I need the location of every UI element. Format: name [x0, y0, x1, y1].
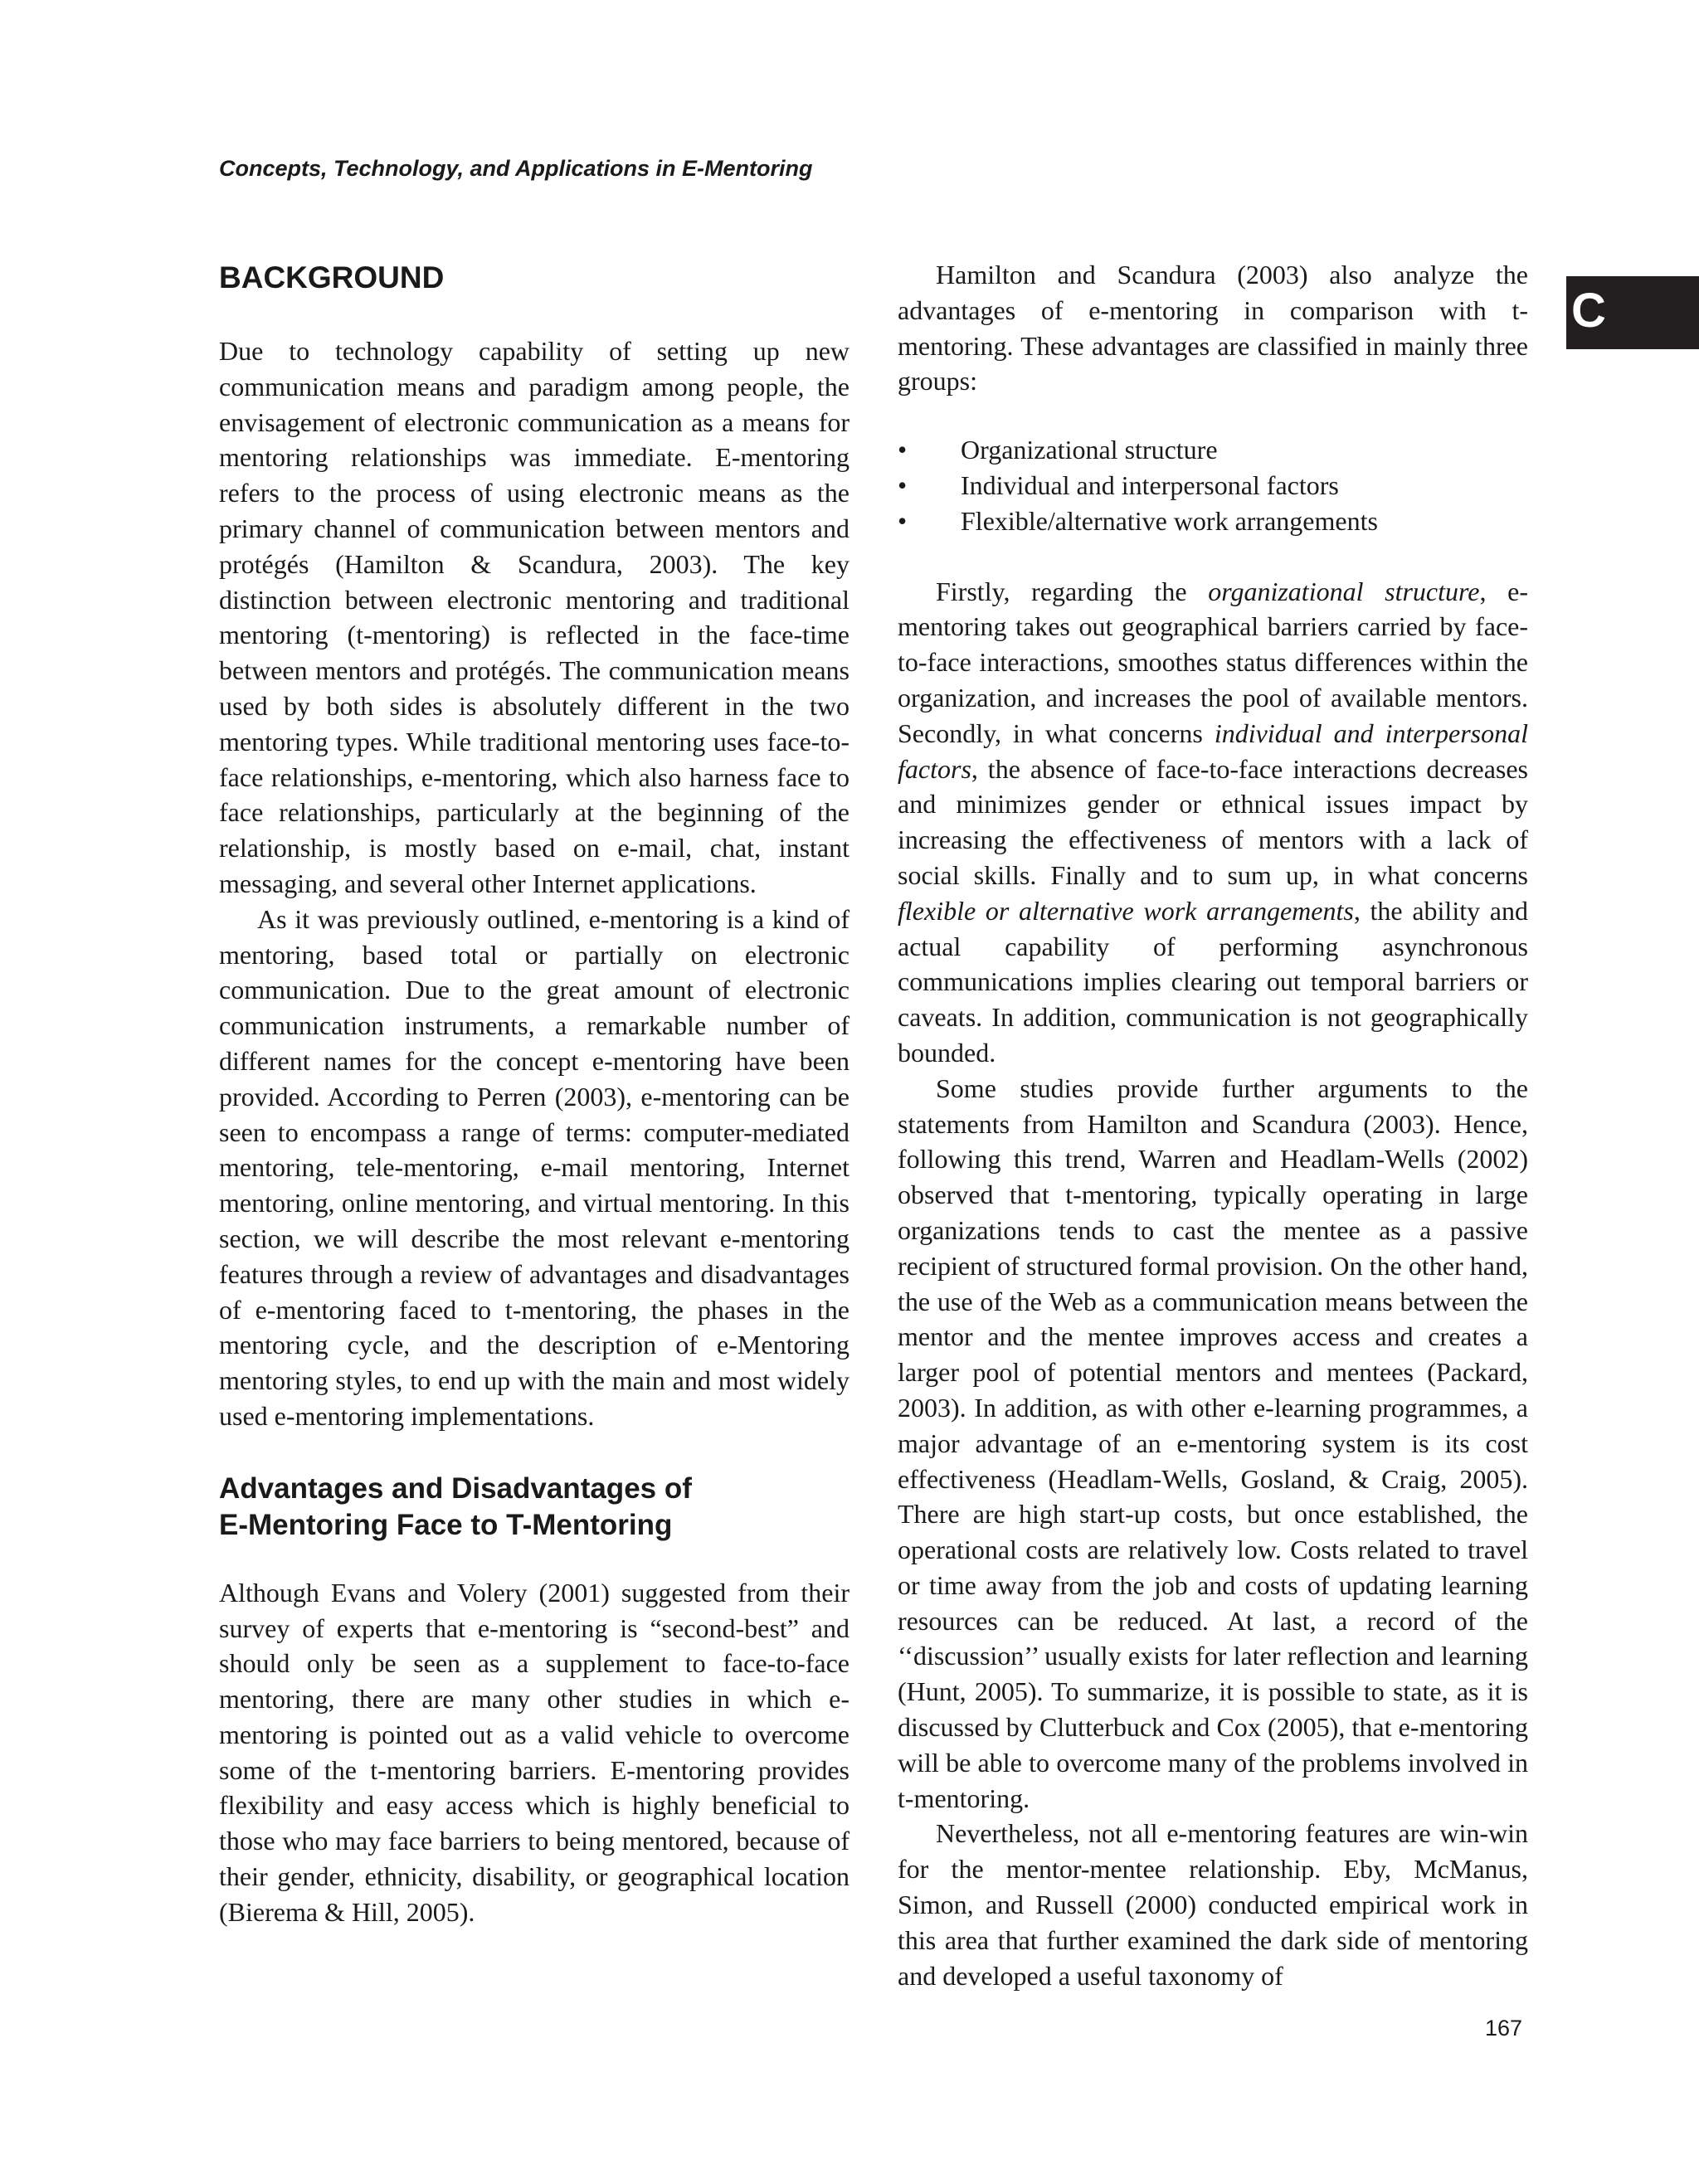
list-item: • Individual and interpersonal factors: [898, 468, 1528, 503]
subsection-heading: [219, 1471, 850, 1544]
bullet-icon: •: [898, 435, 908, 465]
left-column: [219, 257, 850, 1930]
paragraph: Nevertheless, not all e-mentoring features are win-win for the mentor-mentee relationship. Eby, McManus, Simon, and Russell (2000) conducted empirical work in this area that further examined the dark side of mentoring and developed a useful taxonomy of: [898, 1818, 1528, 1991]
paragraph: Some studies provide further arguments to the statements from Hamilton and Scandura (2003). Hence, following this trend, Warren and Headlam-Wells (2002) observed that t-mentoring, typically operating in large organizations tends to cast the mentee as a passive recipient of structured formal provision. On the other hand, the use of the Web as a communication means between the mentor and the mentee improves access and creates a larger pool of potential mentors and mentees (Packard, 2003). In addition, as with other e-learning programmes, a major advantage of an e-mentoring system is its cost effectiveness (Headlam-Wells, Gosland, & Craig, 2005). There are high start-up costs, but once established, the operational costs are relatively low. Costs related to travel or time away from the job and costs of updating learning resources can be reduced. At last, a record of the ‘‘discussion’’ usually exists for later reflection and learning (Hunt, 2005). To summarize, it is possible to state, as it is discussed by Clutterbuck and Cox (2005), that e-mentoring will be able to overcome many of the problems involved in t-mentoring.: [898, 1073, 1528, 1813]
section-heading: BACKGROUND: [219, 260, 445, 294]
bullet-icon: •: [898, 469, 908, 500]
subsection-heading-line1: Advantages and Disadvantages of: [219, 1471, 692, 1505]
page-number: 167: [1485, 2016, 1523, 2041]
paragraph: Due to technology capability of setting up new communication means and paradigm among people, the envisagement of electronic communication as a means for mentoring relationships was immediate. E-mentoring refers to the process of using electronic means as the primary channel of communication between mentors and protégés (Hamilton & Scandura, 2003). The key distinction between electronic mentoring and traditional mentoring (t-mentoring) is reflected in the face-time between mentors and protégés. The communication means used by both sides is absolutely different in the two mentoring types. While traditional mentoring uses face-to-face relationships, e-mentoring, which also harness face to face relationships, particularly at the beginning of the relationship, is mostly based on e-mail, chat, instant messaging, and several other Internet applications.: [219, 336, 850, 898]
subsection-heading-line2: E-Mentoring Face to T-Mentoring: [219, 1508, 673, 1541]
section-tab: C: [1566, 276, 1699, 349]
bullet-icon: •: [898, 505, 908, 536]
paragraph: Firstly, regarding the organizational structure, e-mentoring takes out geographical barriers carried by face-to-face interactions, smoothes status differences within the organization, and increases the pool of available mentors. Secondly, in what concerns individual and interpersonal factors, the absence of face-to-face interactions decreases and minimizes gender or ethnical issues impact by increasing the effectiveness of mentors with a lack of social skills. Finally and to sum up, in what concerns flexible or alternative work arrangements, the ability and actual capability of performing asynchronous communications implies clearing out temporal barriers or caveats. In addition, communication is not geographically bounded.: [898, 576, 1529, 1068]
paragraph: As it was previously outlined, e-mentoring is a kind of mentoring, based total or partially on electronic communication. Due to the great amount of electronic communication instruments, a remarkable number of different names for the concept e-mentoring have been provided. According to Perren (2003), e-mentoring can be seen to encompass a range of terms: computer-mediated mentoring, tele-mentoring, e-mail mentoring, Internet mentoring, online mentoring, and virtual mentoring. In this section, we will describe the most relevant e-mentoring features through a review of advantages and disadvantages of e-mentoring faced to t-mentoring, the phases in the mentoring cycle, and the description of e-Mentoring mentoring styles, to end up with the main and most widely used e-mentoring implementations.: [219, 903, 850, 1431]
bullet-list: [898, 432, 1528, 538]
paragraph: Hamilton and Scandura (2003) also analyze the advantages of e-mentoring in comparison with t-mentoring. These advantages are classified in mainly three groups:: [898, 260, 1528, 396]
list-item: • Organizational structure: [898, 432, 1528, 468]
right-column: [898, 257, 1528, 1993]
list-item: • Flexible/alternative work arrangements: [898, 503, 1528, 539]
paragraph: Although Evans and Volery (2001) suggested from their survey of experts that e-mentoring is “second-best” and should only be seen as a supplement to face-to-face mentoring, there are many other studies in which e-mentoring is pointed out as a valid vehicle to overcome some of the t-mentoring barriers. E-mentoring provides flexibility and easy access which is highly beneficial to those who may face barriers to being mentored, because of their gender, ethnicity, disability, or geographical location (Bierema & Hill, 2005).: [219, 1577, 850, 1927]
running-title: Concepts, Technology, and Applications in E-Mentoring: [219, 156, 813, 181]
